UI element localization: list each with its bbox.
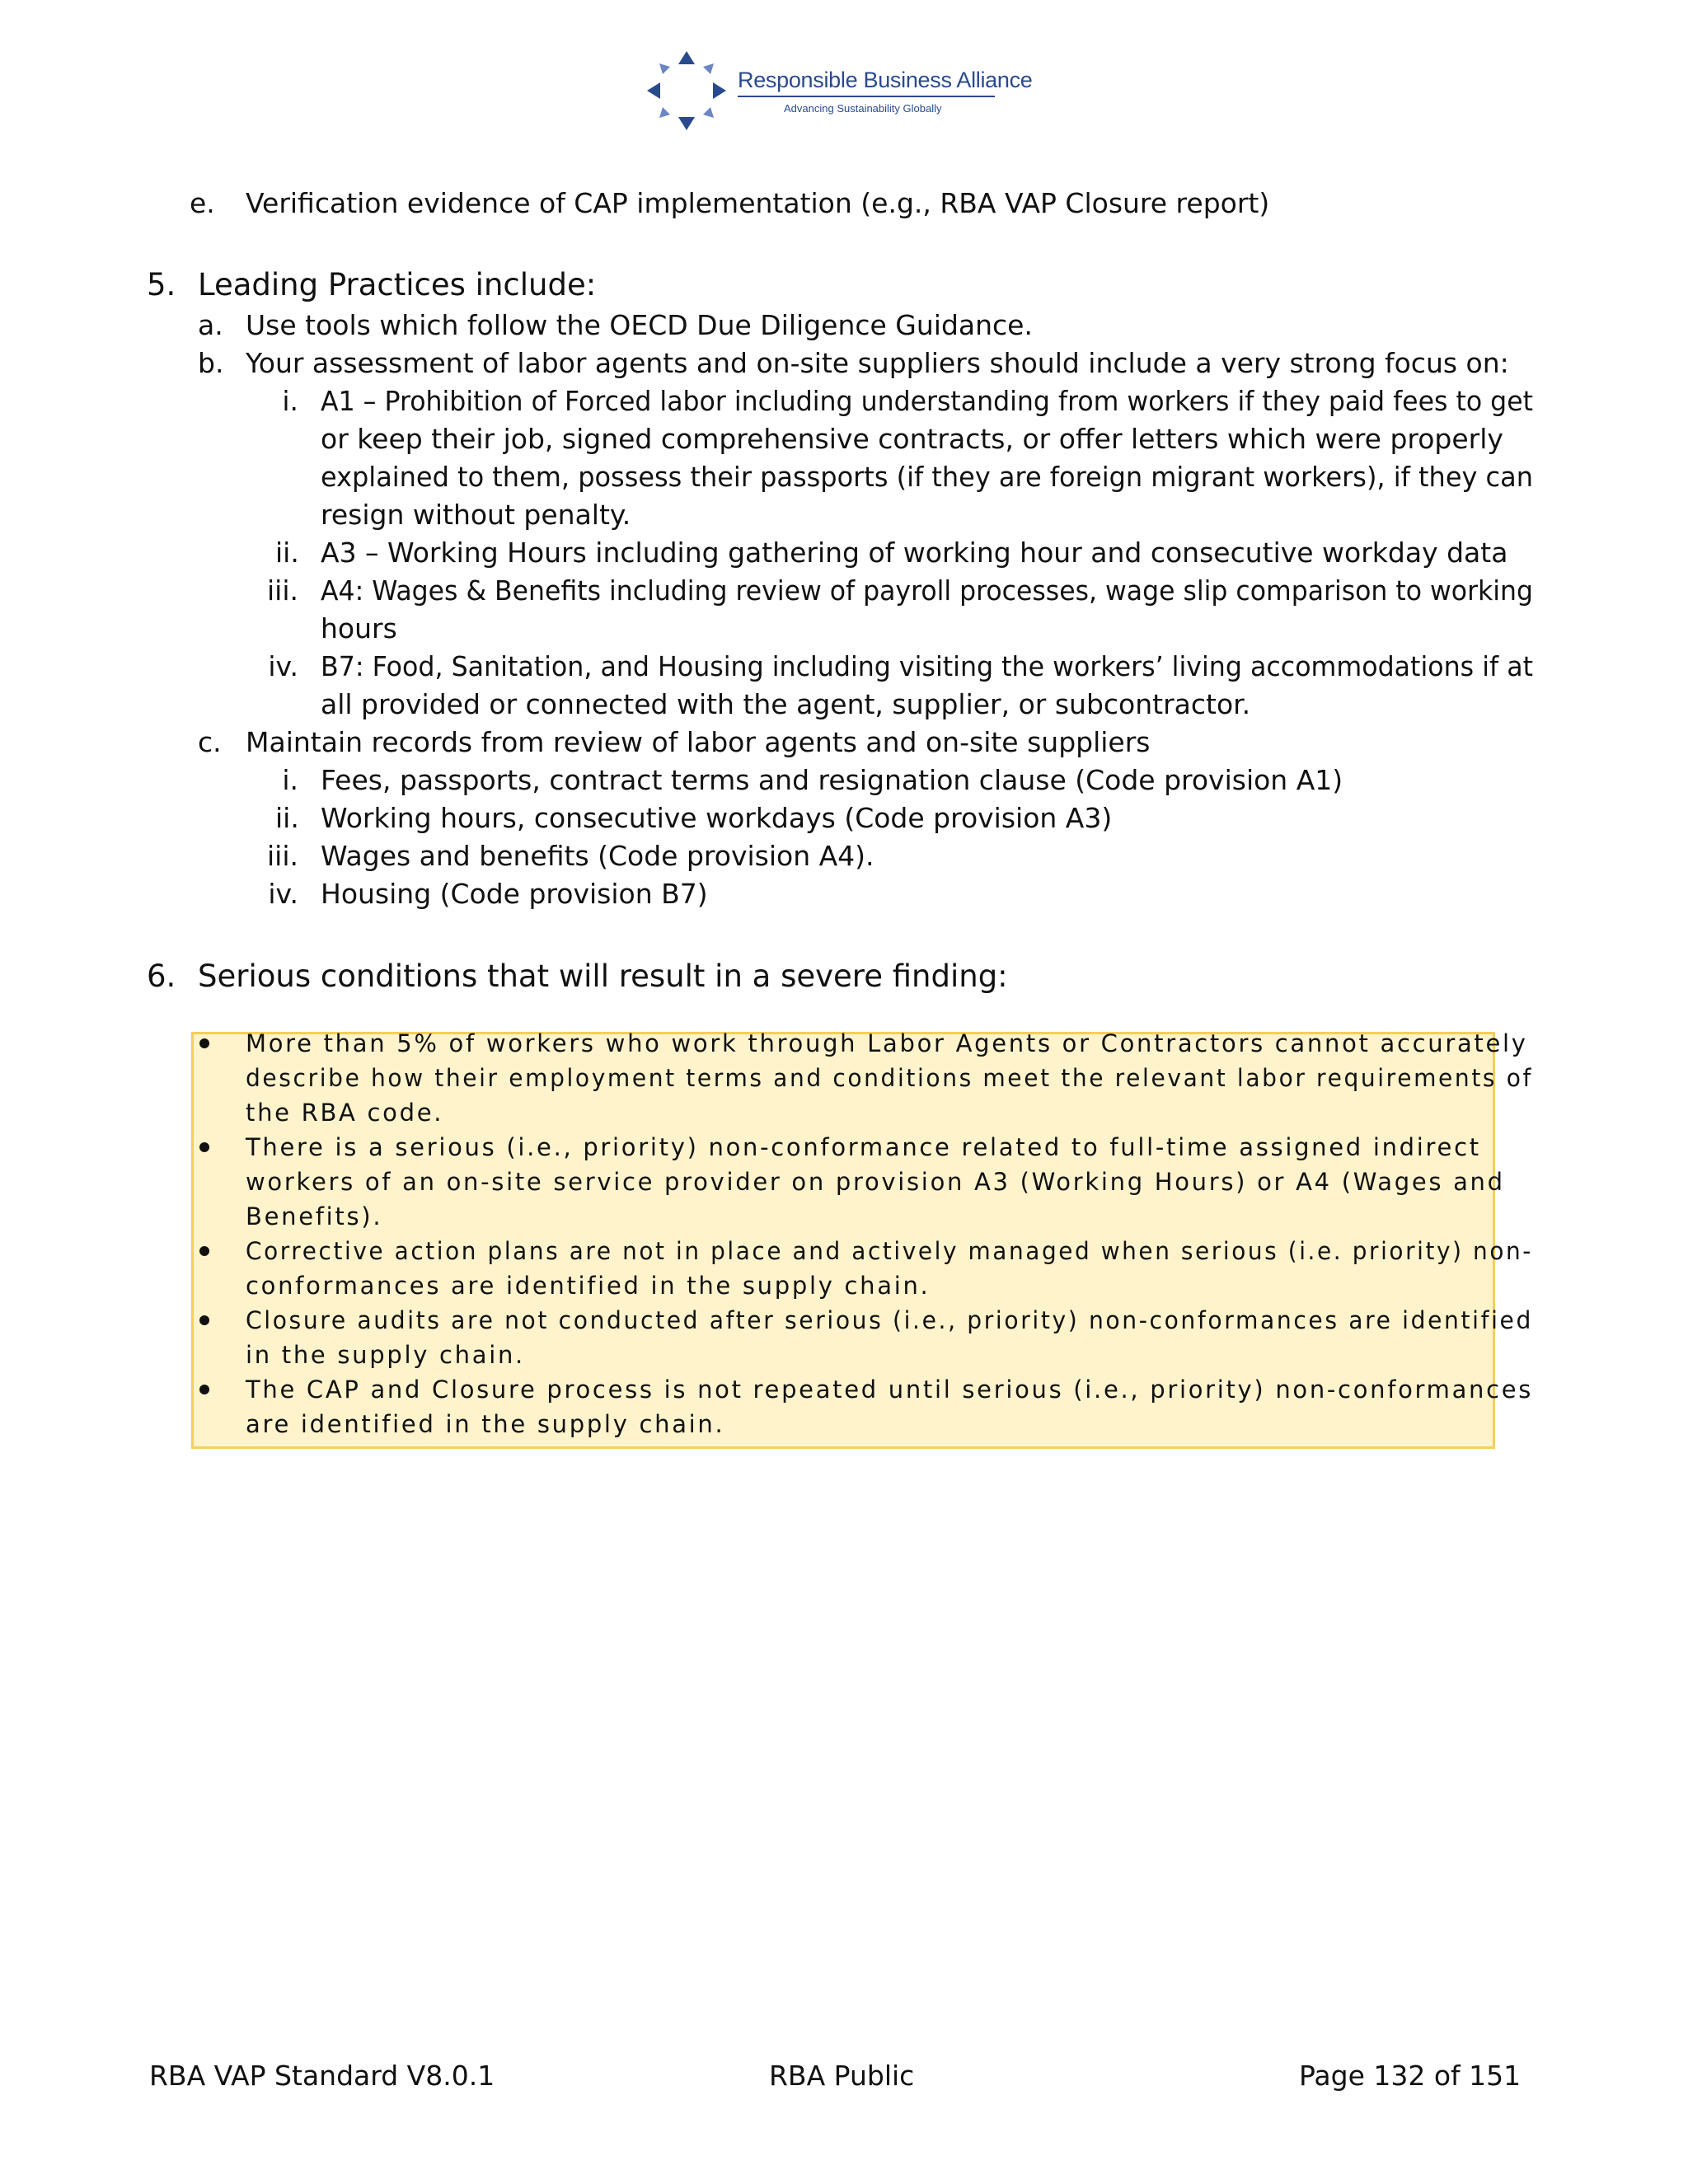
sublist-marker: i. <box>282 764 298 796</box>
section-number: 6. <box>147 958 176 994</box>
compass-logo-icon <box>645 49 728 132</box>
finding-text-line: workers of an on-site service provider on provision A3 (Working Hours) or A4 (Wages and <box>246 1168 1505 1196</box>
finding-text-line: describe how their employment terms and conditions meet the relevant labor requirements of <box>246 1064 1533 1092</box>
bullet-icon <box>199 1385 209 1394</box>
list-item-text: Maintain records from review of labor agents and on-site suppliers <box>246 726 1151 758</box>
list-marker: e. <box>190 187 215 219</box>
sublist-text-line: resign without penalty. <box>321 499 631 531</box>
sublist-text-line: explained to them, possess their passports (if they are foreign migrant workers), if they can <box>321 461 1533 493</box>
sublist-marker: i. <box>282 385 298 417</box>
sublist-marker: iii. <box>267 574 298 607</box>
section-heading: Leading Practices include: <box>198 267 597 302</box>
finding-text-line: More than 5% of workers who work through Labor Agents or Contractors cannot accurately <box>246 1029 1528 1057</box>
list-marker: c. <box>198 726 222 758</box>
org-tagline: Advancing Sustainability Globally <box>784 102 942 115</box>
bullet-icon <box>199 1315 209 1325</box>
finding-text-line: Closure audits are not conducted after serious (i.e., priority) non-conformances are identified <box>246 1306 1533 1334</box>
footer-classification: RBA Public <box>769 2060 915 2092</box>
list-marker: b. <box>198 347 224 379</box>
list-item-text: Use tools which follow the OECD Due Diligence Guidance. <box>246 309 1033 341</box>
footer-page-number: Page 132 of 151 <box>1299 2060 1522 2092</box>
finding-text-line: conformances are identified in the supply chain. <box>246 1272 931 1300</box>
section-number: 5. <box>147 267 176 302</box>
list-item-text: Your assessment of labor agents and on-site suppliers should include a very strong focus on: <box>246 347 1509 379</box>
sublist-marker: iii. <box>267 840 298 872</box>
section-heading: Serious conditions that will result in a severe finding: <box>198 958 1008 994</box>
bullet-icon <box>199 1246 209 1256</box>
finding-text-line: are identified in the supply chain. <box>246 1410 725 1438</box>
sublist-text-line: Wages and benefits (Code provision A4). <box>321 840 874 872</box>
footer-document-title: RBA VAP Standard V8.0.1 <box>149 2060 495 2092</box>
finding-text-line: the RBA code. <box>246 1099 444 1127</box>
sublist-text-line: hours <box>321 612 397 644</box>
sublist-text-line: A1 – Prohibition of Forced labor including understanding from workers if they paid fees to get <box>321 385 1533 417</box>
logo-divider <box>738 96 995 97</box>
finding-text-line: Corrective action plans are not in place and actively managed when serious (i.e. priority) non- <box>246 1237 1533 1265</box>
sublist-text-line: B7: Food, Sanitation, and Housing including visiting the workers’ living accommodations if at <box>321 650 1534 682</box>
bullet-icon <box>199 1142 209 1152</box>
finding-text-line: in the supply chain. <box>246 1341 525 1369</box>
sublist-text-line: Working hours, consecutive workdays (Code provision A3) <box>321 802 1113 834</box>
sublist-marker: ii. <box>275 802 299 834</box>
finding-text-line: The CAP and Closure process is not repeated until serious (i.e., priority) non-conformances <box>246 1376 1534 1404</box>
sublist-text-line: all provided or connected with the agent, supplier, or subcontractor. <box>321 688 1251 720</box>
sublist-marker: ii. <box>275 537 299 569</box>
list-marker: a. <box>198 309 223 341</box>
finding-text-line: Benefits). <box>246 1202 383 1230</box>
sublist-text-line: Housing (Code provision B7) <box>321 878 708 910</box>
sublist-text-line: A4: Wages & Benefits including review of payroll processes, wage slip comparison to working <box>321 574 1533 607</box>
sublist-text-line: Fees, passports, contract terms and resignation clause (Code provision A1) <box>321 764 1343 796</box>
bullet-icon <box>199 1038 209 1048</box>
sublist-marker: iv. <box>268 650 298 682</box>
sublist-text-line: A3 – Working Hours including gathering of working hour and consecutive workday data <box>321 537 1508 569</box>
list-item-text: Verification evidence of CAP implementation (e.g., RBA VAP Closure report) <box>246 187 1270 219</box>
sublist-marker: iv. <box>268 878 298 910</box>
finding-text-line: There is a serious (i.e., priority) non-conformance related to full-time assigned indirect <box>246 1133 1481 1161</box>
rba-logo <box>645 49 1033 132</box>
org-name: Responsible Business Alliance <box>738 68 1033 92</box>
sublist-text-line: or keep their job, signed comprehensive contracts, or offer letters which were properly <box>321 423 1503 455</box>
